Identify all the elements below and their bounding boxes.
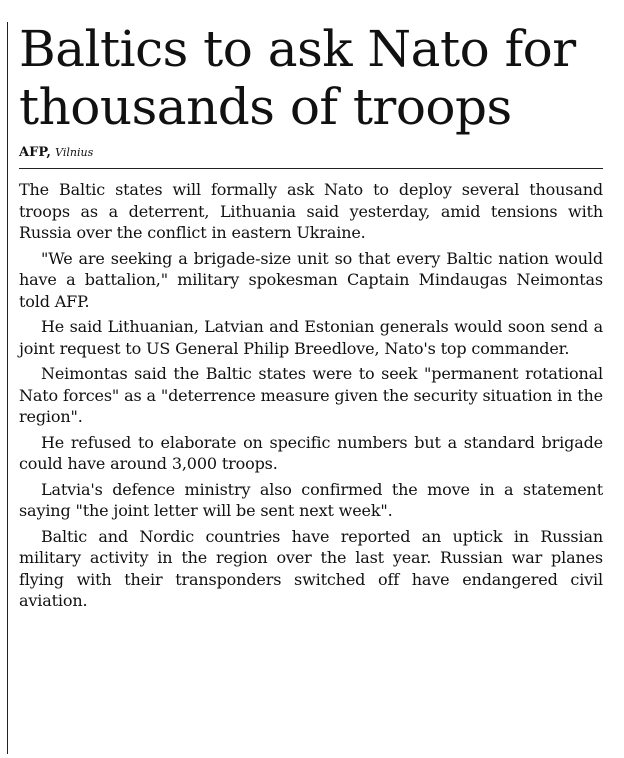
paragraph-5: He refused to elaborate on specific numbers but a standard brigade could have around 3,000 troops. xyxy=(19,432,603,473)
paragraph-2: "We are seeking a brigade-size unit so that every Baltic nation would have a battalion," military spokesman Captain Mindaugas Neimontas told AFP. xyxy=(19,248,603,311)
paragraph-3: He said Lithuanian, Latvian and Estonian generals would soon send a joint request to US General Philip Breedlove, Nato's top commander. xyxy=(19,317,603,358)
paragraph-6: Latvia's defence ministry also confirmed the move in a statement saying "the joint letter will be sent next week". xyxy=(19,479,603,520)
paragraph-7: Baltic and Nordic countries have reported an uptick in Russian military activity in the region over the last year. Russian war planes flying with their transponders switched off have endangered civil aviation. xyxy=(19,526,603,610)
byline xyxy=(19,144,603,162)
byline-divider xyxy=(19,168,603,169)
byline-agency: AFP, xyxy=(19,145,51,160)
headline: Baltics to ask Nato for thousands of troops xyxy=(19,20,576,136)
paragraph-4: Neimontas said the Baltic states were to seek "permanent rotational Nato forces" as a "deterrence measure given the security situation in the region". xyxy=(19,364,603,426)
byline-place: Vilnius xyxy=(55,146,94,159)
news-article xyxy=(19,20,603,616)
column-rule xyxy=(7,22,8,754)
article-body xyxy=(19,179,603,612)
paragraph-1: The Baltic states will formally ask Nato to deploy several thousand troops as a deterrent, Lithuania said yesterday, amid tensions with Russia over the conflict in eastern Ukraine. xyxy=(19,180,603,242)
